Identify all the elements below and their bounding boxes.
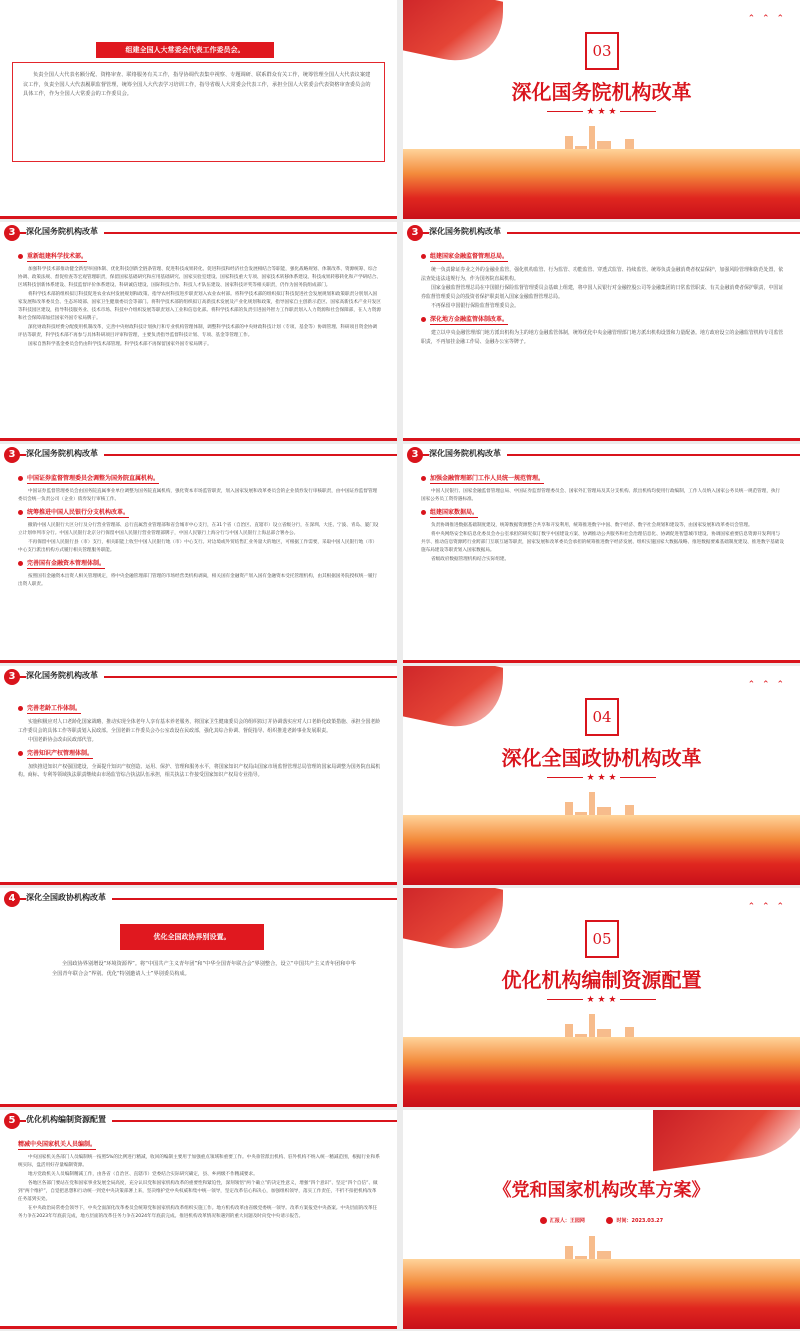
wave-decoration xyxy=(403,815,800,885)
flag-decoration xyxy=(403,0,503,72)
section-title: 优化机构编制资源配置 xyxy=(501,968,702,992)
time-label: 时间：2023.03.27 xyxy=(606,1218,663,1224)
subheading: 组建国家金融监督管理总局。 xyxy=(421,251,784,262)
paragraph: 将科学技术部的组织拟订科技促进农业农村发展规划和政策、指导农村科技进步职责划入农业农村部。将科学技术部的组织拟订科技促进社会发展规划和政策职责分别划入国家发展和改革委员会、生态环境部、国家卫生健康委员会等部门。将科学技术部的组织拟订高新技术发展及产业化规划和政策，指导国家自主创新示范区、国家高新技术产业开发区等科技园区建设，指导科技服务业、技术市场、科技中介组织发展等职责划入工业和信息化部。将科学技术部的负责引进国外智力工作职责划入人力资源和社会保障部，在人力资源和社会保障部加挂国家外国专家局牌子。 xyxy=(18,292,381,321)
section-number-badge: 4 xyxy=(4,891,20,907)
slide-cppcc[interactable] xyxy=(0,888,397,1107)
paragraph: 地方党政机关人员编制精减工作，由各省（自治区、直辖市）党委结合实际研究确定，县、乡两级不作精减要求。 xyxy=(28,1172,258,1177)
subheading: 组建国家数据局。 xyxy=(421,507,784,518)
paragraph: 国家金融监督管理总局在中国银行保险监督管理委员会基础上组建，将中国人民银行对金融控股公司等金融集团的日常监管职责、有关金融消费者保护职责，中国证券监督管理委员会的投资者保护职责划入国家金融监督管理总局。 xyxy=(421,285,784,300)
slide-title-box: 组建全国人大常委会代表工作委员会。 xyxy=(96,42,274,58)
section-number-badge: 3 xyxy=(4,669,20,685)
birds-decoration: ⌃ ⌃ ⌃ xyxy=(747,14,786,24)
cover-slide[interactable] xyxy=(403,1110,800,1329)
section-number: 05 xyxy=(585,920,619,958)
header-title: 深化国务院机构改革 xyxy=(26,226,104,237)
section-title: 深化全国政协机构改革 xyxy=(501,746,702,770)
bottom-bar xyxy=(0,882,397,885)
section-number: 04 xyxy=(585,698,619,736)
cover-meta xyxy=(403,1217,800,1224)
paragraph: 国家自然科学基金委员会仍由科学技术部管理。科学技术部不再保留国家外国专家局牌子。 xyxy=(28,342,212,347)
reporter-label: 汇报人：王园网 xyxy=(540,1218,585,1224)
paragraph: 撤销中国人民银行大区分行及分行营业管理部、总行直属营业管理部和省会城市中心支行，在31个省（自治区、直辖市）设立省级分行，在深圳、大连、宁波、青岛、厦门设立计划单列市分行。中国人民银行北京分行保留中国人民银行营业管理部牌子，中国人民银行上海分行与中国人民银行上海总部合署办公。 xyxy=(18,523,379,536)
subheading: 精减中央国家机关人员编制。 xyxy=(18,1141,97,1148)
section-title: 深化国务院机构改革 xyxy=(511,80,692,104)
slide-header xyxy=(403,222,800,244)
subheading: 统筹推进中国人民银行分支机构改革。 xyxy=(18,507,381,518)
paragraph: 加快推进知识产权强国建设，全面提升知识产权创造、运用、保护、管理和服务水平，将国家知识产权局由国家市场监督管理总局管理的国家局调整为国务院直属机构。商标、专利等领域执法职责继续由市场监管综合执法队伍承担，相关执法工作接受国家知识产权局专业指导。 xyxy=(18,763,381,779)
subheading: 完善老龄工作体制。 xyxy=(18,703,381,714)
paragraph: 不再保留中国银行保险监督管理委员会。 xyxy=(431,303,520,310)
wave-decoration xyxy=(403,1259,800,1329)
paragraph: 不再保留中国人民银行县（市）支行，相关职能上收至中国人民银行地（市）中心支行。对边境或外贸结售汇业务量大的地区，可根据工作需要，采取中国人民银行地（市）中心支行派出机构方式履行相关管理服务职能。 xyxy=(18,540,378,553)
header-title: 深化国务院机构改革 xyxy=(429,448,507,459)
paragraph: 建立以中央金融管理部门地方派出机构为主的地方金融监管体制，统筹优化中央金融管理部门地方派出机构设置和力量配备。地方政府设立的金融监管机构专司监管职责，不再加挂金融工作局、金融办公室等牌子。 xyxy=(421,329,784,345)
paragraph: 中国老龄协会改由民政部代管。 xyxy=(28,737,97,744)
content-outline xyxy=(12,62,385,162)
paragraph: 负责全国人大代表名额分配、资格审查、联络服务有关工作，指导协调代表集中视察、专题调研、联系群众有关工作，统筹管理全国人大代表议案建议工作，负责全国人大代表履职监督管理，统筹全国人大代表学习培训工作，指导省级人大常委会代表工作，承担全国人大常委会代表资格审查委员会的具体工作，作为全国人大常委会的工作委员会。 xyxy=(23,72,371,97)
bottom-bar xyxy=(0,1104,397,1107)
subheading: 完善国有金融资本管理体制。 xyxy=(18,558,381,569)
slide-header xyxy=(0,888,397,910)
birds-decoration: ⌃ ⌃ ⌃ xyxy=(747,680,786,690)
section-number-badge: 3 xyxy=(407,447,423,463)
flag-decoration xyxy=(403,666,503,738)
subheading: 中国证券监督管理委员会调整为国务院直属机构。 xyxy=(18,473,381,484)
slide-header xyxy=(0,1110,397,1132)
section-slide-05[interactable] xyxy=(403,888,800,1107)
subheading: 深化地方金融监管体制改革。 xyxy=(421,314,784,325)
subheading: 完善知识产权管理体制。 xyxy=(18,748,381,759)
paragraph: 将中央网络安全和信息化委员会办公室承担的研究拟订数字中国建设方案、协调推动公共服务和社会治理信息化、协调促进智慧城市建设、协调国家重要信息资源开发利用与共享、推动信息资源跨行业跨部门互联互通等职责，国家发展和改革委员会承担的统筹推进数字经济发展、组织实施国家大数据战略、推进数据要素基础制度建设、推进数字基础设施布局建设等职责划入国家数据局。 xyxy=(421,532,784,553)
slide-npc-committee[interactable] xyxy=(0,0,397,219)
paragraph: 统一负责除证券业之外的金融业监管，强化机构监管、行为监管、功能监管、穿透式监管、持续监管，统筹负责金融消费者权益保护，加强风险管理和防范处置，依法查处违法违规行为，作为国务院直属机构。 xyxy=(421,267,784,282)
flag-decoration xyxy=(653,1110,800,1171)
section-number-badge: 5 xyxy=(4,1113,20,1129)
slide-securities[interactable] xyxy=(0,444,397,663)
section-number-badge: 3 xyxy=(4,447,20,463)
slide-header xyxy=(0,666,397,688)
stars-divider: ★ ★ ★ xyxy=(403,107,800,117)
paragraph: 在中央政治局常委会领导下，中央全面深化改革委员会统筹党和国家机构改革组织实施工作。地方机构改革由省级党委统一领导。改革方案报党中央备案。中央层面的改革任务力争在2023年年底前完成，地方层面的改革任务力争在2024年年底前完成。推进机构改革情况和遇到的重大问题及时向党中央请示报告。 xyxy=(18,1206,378,1219)
subtitle-box: 优化全国政协界别设置。 xyxy=(120,924,264,950)
slide-financial-regulation[interactable] xyxy=(403,222,800,441)
paragraph: 负责协调推进数据基础制度建设，统筹数据资源整合共享和开发利用，统筹推进数字中国、数字经济、数字社会规划和建设等，由国家发展和改革委员会管理。 xyxy=(431,523,753,528)
paragraph: 中国人民银行、国家金融监督管理总局、中国证券监督管理委员会、国家外汇管理局及其分支机构、派出机构均使用行政编制，工作人员纳入国家公务员统一规范管理，执行国家公务员工资待遇标准。 xyxy=(421,489,781,502)
paragraph: 深化财政科技经费分配使用机制改革，完善中央财政科技计划执行和专业机构管理体制，调整科学技术部的中央财政科技计划（专项、基金等）协调管理、科研项目资金协调评估等职责，科学技术部不再参与具体科研项目评审和管理，主要负责指导监督科技计划、专项、基金等管理工作。 xyxy=(18,325,378,338)
header-title: 优化机构编制资源配置 xyxy=(26,1114,112,1125)
birds-decoration: ⌃ ⌃ ⌃ xyxy=(747,902,786,912)
subheading: 重新组建科学技术部。 xyxy=(18,251,381,262)
slide-header xyxy=(0,444,397,466)
stars-divider: ★ ★ ★ xyxy=(403,773,800,783)
bottom-bar xyxy=(0,1326,397,1329)
bottom-bar xyxy=(0,438,397,441)
wave-decoration xyxy=(403,1037,800,1107)
paragraph: 加强科学技术部推动健全新型举国体制、优化科技创新全链条管理、促进科技成果转化、促进科技和经济社会发展相结合等职能，强化战略规划、体制改革、资源统筹、综合协调、政策法规、督促检查等宏观管理职责，保留国家基础研究和应用基础研究、国家实验室建设、国家科技重大专项、国家技术转移体系建设、科技成果转移转化和产学研结合、区域科技创新体系建设、科技监督评价体系建设、科研诚信建设、国际科技合作、科技人才队伍建设、国家科技评奖等相关职责，仍作为国务院组成部门。 xyxy=(18,267,381,288)
slide-mst[interactable] xyxy=(0,222,397,441)
bottom-bar xyxy=(0,660,397,663)
clock-icon xyxy=(606,1217,613,1224)
section-number: 03 xyxy=(585,32,619,70)
paragraph: 实施积极应对人口老龄化国家战略，推动实现全体老年人享有基本养老服务，将国家卫生健康委员会的组织拟订并协调落实应对人口老龄化政策措施、承担全国老龄工作委员会的具体工作等职责划入民政部。全国老龄工作委员会办公室改设在民政部，强化其综合协调、督促指导、组织推进老龄事业发展职责。 xyxy=(18,719,381,734)
paragraph: 中央国家机关各部门人员编制统一按照5%的比例进行精减，收回的编制主要用于加强重点领域和重要工作。中央垂管派出机构、驻外机构不纳入统一精减范围，根据行业和系统实际，盘活用好存量编制资源。 xyxy=(18,1155,380,1168)
section-number-badge: 3 xyxy=(407,225,423,241)
bottom-bar xyxy=(403,660,800,663)
user-icon xyxy=(540,1217,547,1224)
header-title: 深化国务院机构改革 xyxy=(429,226,507,237)
bottom-bar xyxy=(0,216,397,219)
slide-data-bureau[interactable] xyxy=(403,444,800,663)
paragraph: 省级政府数据管理机构结合实际组建。 xyxy=(431,557,510,562)
slide-header xyxy=(0,222,397,244)
header-title: 深化全国政协机构改革 xyxy=(26,892,112,903)
cover-title: 《党和国家机构改革方案》 xyxy=(493,1180,710,1201)
paragraph: 按照国有金融资本出资人相关管理规定，将中央金融管理部门管理的市场经营类机构剥离，相关国有金融资产划入国有金融资本受托管理机构，由其根据国务院授权统一履行出资人职责。 xyxy=(18,574,378,587)
subheading: 加强金融管理部门工作人员统一规范管理。 xyxy=(421,473,784,484)
wave-decoration xyxy=(403,149,800,219)
header-title: 深化国务院机构改革 xyxy=(26,448,104,459)
slide-staffing[interactable] xyxy=(0,1110,397,1329)
section-number-badge: 3 xyxy=(4,225,20,241)
slide-header xyxy=(403,444,800,466)
stars-divider: ★ ★ ★ xyxy=(403,995,800,1005)
paragraph: 中国证券监督管理委员会由国务院直属事业单位调整为国务院直属机构，强化资本市场监管职责，划入国家发展和改革委员会的企业债券发行审核职责，由中国证券监督管理委员会统一负责公司（企业）债券发行审核工作。 xyxy=(18,489,378,502)
section-slide-04[interactable] xyxy=(403,666,800,885)
section-slide-03[interactable] xyxy=(403,0,800,219)
flag-decoration xyxy=(403,888,503,960)
paragraph: 全国政协界别增设“环境资源界”。将“中国共产主义青年团”和“中华全国青年联合会”界别整合，设立“中国共产主义青年团和中华全国青年联合会”界别。优化“特别邀请人士”界别委员构成。 xyxy=(52,961,356,977)
paragraph: 各地区各部门要站在党和国家事业发展全局高度，充分认识党和国家机构改革的重要性和紧迫性，深刻领悟“两个确立”的决定性意义，增强“四个意识”、坚定“四个自信”、做到“两个维护”，自觉把思想和行动统一到党中央决策部署上来，坚决维护党中央权威和集中统一领导，坚定改革信心和决心，加强组织领导，落实工作责任，不折不扣把机构改革任务落到实处。 xyxy=(18,1181,378,1202)
slide-aging-ip[interactable] xyxy=(0,666,397,885)
bottom-bar xyxy=(403,438,800,441)
header-title: 深化国务院机构改革 xyxy=(26,670,104,681)
